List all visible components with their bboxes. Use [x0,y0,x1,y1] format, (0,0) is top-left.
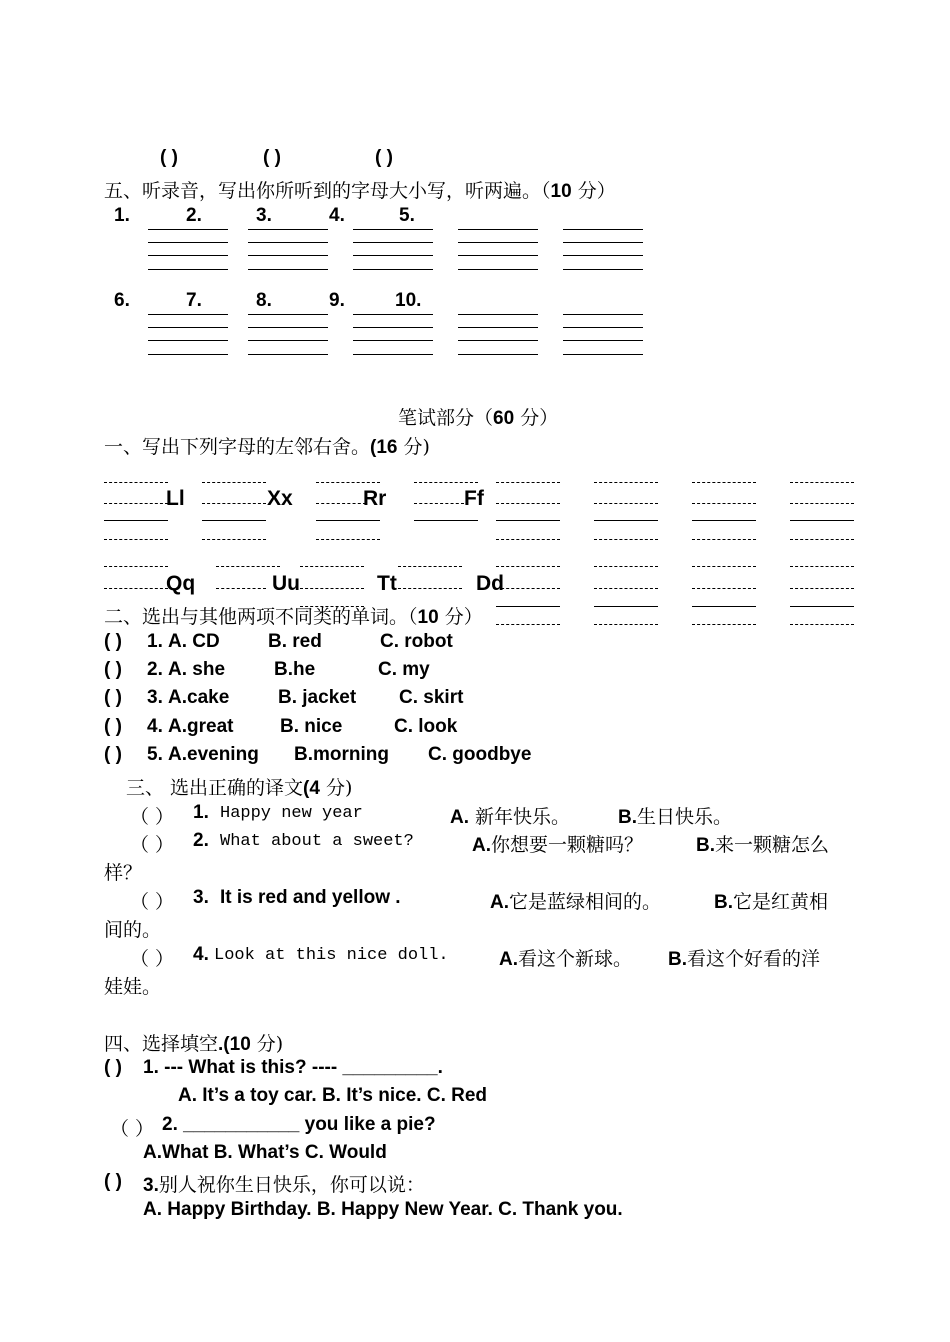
option-b-continued: 间的。 [104,919,162,941]
item-number: 3. [193,887,209,908]
answer-paren-2: ( ) [263,147,281,168]
option-a: A. 新年快乐。 [450,806,571,828]
option-a: A. CD [168,631,220,652]
option-b: B.来一颗糖怎么 [696,834,830,856]
option-b: B.它是红黄相 [714,891,829,913]
listen-num-3: 3. [256,205,272,226]
answer-paren: ( ) [104,659,122,680]
option-a: A.看这个新球。 [499,948,633,970]
answer-paren: （ ） [130,948,175,970]
listen-num-7: 7. [186,290,202,311]
option-b: B.he [274,659,316,680]
option-c: C. look [394,716,458,737]
option-b-continued: 娃娃。 [104,976,162,998]
option-b: B.生日快乐。 [618,806,733,828]
listen-num-10: 10. [395,290,422,311]
answer-paren-3: ( ) [375,147,393,168]
options: A. Happy Birthday. B. Happy New Year. C. Thank you. [143,1199,623,1220]
item-number: 5. [147,744,163,765]
item-number: 1. [193,802,209,823]
option-c: C. skirt [399,687,464,708]
letter-ll: Ll [166,487,185,510]
english-sentence: What about a sweet? [220,832,414,851]
section4-title: 四、选择填空.(10 分) [104,1033,284,1055]
answer-paren: ( ) [104,1057,122,1078]
option-b: B. nice [280,716,343,737]
letter-uu: Uu [272,572,300,595]
option-b: B. jacket [278,687,357,708]
option-a: A.它是蓝绿相间的。 [490,891,662,913]
option-a: A.great [168,716,234,737]
english-sentence: Happy new year [220,804,363,823]
answer-paren: （ ） [130,806,175,828]
option-c: C. robot [380,631,453,652]
answer-paren: （ ） [130,834,175,856]
answer-paren: ( ) [104,1171,122,1192]
section2-title: 二、选出与其他两项不同类的单词。（10 分） [104,606,483,628]
section5-title: 五、听录音，写出你所听到的字母大小写，听两遍。（10 分） [104,180,616,202]
option-b: B.morning [294,744,389,765]
answer-paren: ( ) [104,744,122,765]
english-sentence: Look at this nice doll. [214,946,449,965]
listen-num-6: 6. [114,290,130,311]
listen-num-9: 9. [329,290,345,311]
item-number: 4. [147,716,163,737]
options: A. It’s a toy car. B. It’s nice. C. Red [178,1085,488,1106]
listen-num-1: 1. [114,205,130,226]
option-c: C. my [378,659,430,680]
listen-num-5: 5. [399,205,415,226]
question-text: 1. --- What is this? ---- _________. [143,1057,443,1078]
item-number: 1. [147,631,163,652]
answer-paren: ( ) [104,716,122,737]
item-number: 4. [193,944,209,965]
answer-paren: （ ） [110,1118,155,1140]
options: A.What B. What’s C. Would [143,1142,387,1163]
option-a: A. she [168,659,226,680]
question-text: 2. ___________ you like a pie? [162,1114,436,1135]
letter-xx: Xx [267,487,293,510]
english-sentence: It is red and yellow . [220,887,401,908]
question-text: 3.别人祝你生日快乐，你可以说： [143,1174,425,1196]
answer-paren: ( ) [104,687,122,708]
listen-num-2: 2. [186,205,202,226]
section1-title: 一、写出下列字母的左邻右舍。(16 分) [104,436,430,458]
listen-num-8: 8. [256,290,272,311]
answer-paren: ( ) [104,631,122,652]
answer-paren-1: ( ) [160,147,178,168]
item-number: 3. [147,687,163,708]
option-a: A.你想要一颗糖吗？ [472,834,644,856]
item-number: 2. [147,659,163,680]
listen-num-4: 4. [329,205,345,226]
option-a: A.evening [168,744,259,765]
letter-tt: Tt [377,572,397,595]
option-c: C. goodbye [428,744,532,765]
written-part-header: 笔试部分（60 分） [398,407,559,429]
section3-title: 三、 选出正确的译文(4 分) [126,777,353,799]
option-a: A.cake [168,687,230,708]
item-number: 2. [193,830,209,851]
letter-qq: Qq [166,572,196,595]
option-b: B.看这个好看的洋 [668,948,821,970]
letter-rr: Rr [363,487,387,510]
answer-paren: （ ） [130,891,175,913]
letter-ff: Ff [464,487,484,510]
option-b: B. red [268,631,322,652]
option-b-continued: 样？ [104,862,143,884]
letter-dd: Dd [476,572,504,595]
